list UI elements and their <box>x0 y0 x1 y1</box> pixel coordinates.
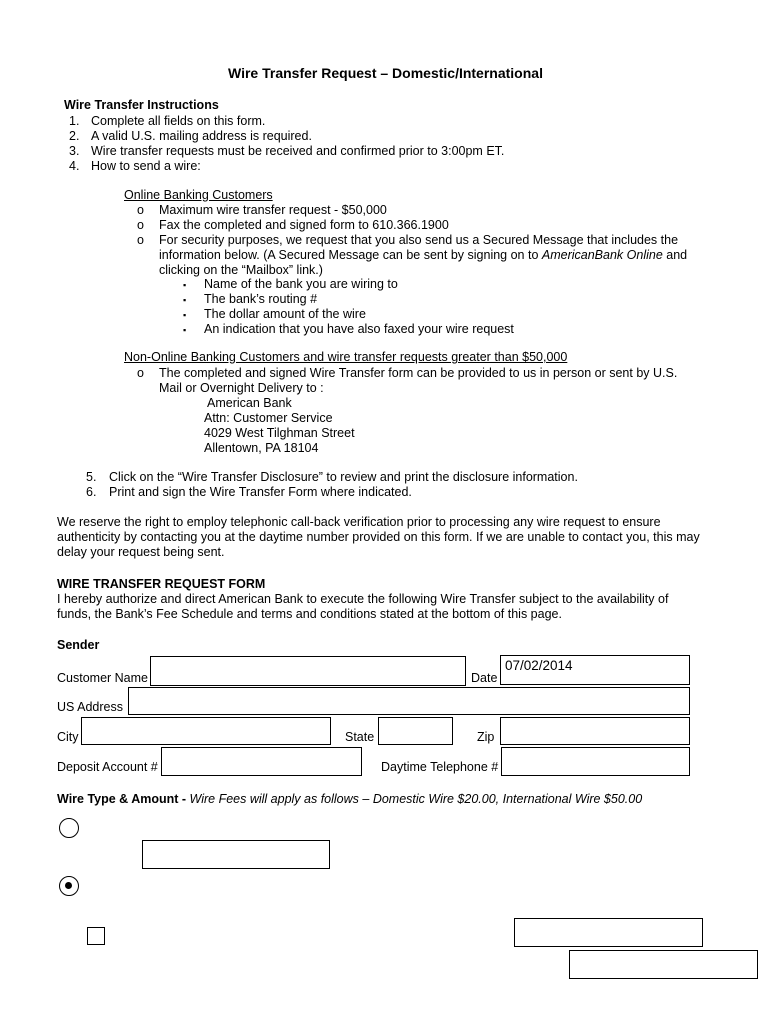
request-form-heading: WIRE TRANSFER REQUEST FORM <box>57 577 266 591</box>
us-address-input[interactable] <box>128 687 690 715</box>
bullet: o <box>137 366 144 380</box>
radio-selected-dot <box>65 882 72 889</box>
authorization-text: I hereby authorize and direct American Bank to execute the following Wire Transfer subject to the availability of <box>57 592 669 606</box>
instruction-text: Wire transfer requests must be received and confirmed prior to 3:00pm ET. <box>91 144 505 158</box>
city-label: City <box>57 730 79 744</box>
customer-name-label: Customer Name <box>57 671 148 685</box>
state-label: State <box>345 730 375 744</box>
address-line: 4029 West Tilghman Street <box>204 426 355 440</box>
page-title: Wire Transfer Request – Domestic/International <box>228 65 543 81</box>
wire-fees-note: Wire Fees will apply as follows – Domestic Wire $20.00, International Wire $50.00 <box>189 792 643 806</box>
sender-heading: Sender <box>57 638 100 652</box>
callback-text: delay your request being sent. <box>57 545 225 559</box>
online-item-security-cont: information below. (A Secured Message can be sent by signing on to AmericanBank Online and <box>159 248 688 262</box>
callback-text: authenticity by contacting you at the daytime number provided on this form. If we are unable to contact you, this may <box>57 530 700 544</box>
bullet: o <box>137 233 144 247</box>
city-input[interactable] <box>81 717 331 745</box>
wire-option-checkbox[interactable] <box>87 927 105 945</box>
domestic-wire-radio[interactable] <box>59 818 79 838</box>
international-detail-input[interactable] <box>569 950 758 979</box>
square-bullet: ▪ <box>183 310 187 320</box>
americanbank-online-text: AmericanBank Online <box>541 248 663 262</box>
sub-item: Name of the bank you are wiring to <box>204 277 398 291</box>
online-item-mailbox: clicking on the “Mailbox” link.) <box>159 263 323 277</box>
date-input[interactable]: 07/02/2014 <box>500 655 690 685</box>
square-bullet: ▪ <box>183 280 187 290</box>
offline-text: The completed and signed Wire Transfer form can be provided to us in person or sent by U.S. <box>159 366 678 380</box>
date-label: Date <box>471 671 498 685</box>
online-item-security: For security purposes, we request that you also send us a Secured Message that includes the <box>159 233 679 247</box>
instruction-number: 4. <box>69 159 80 173</box>
daytime-phone-input[interactable] <box>501 747 690 776</box>
international-amount-input[interactable] <box>514 918 703 947</box>
sub-item: The dollar amount of the wire <box>204 307 366 321</box>
instruction-number: 3. <box>69 144 80 158</box>
instruction-text: Complete all fields on this form. <box>91 114 266 128</box>
instruction-number: 5. <box>86 470 97 484</box>
address-line: American Bank <box>207 396 292 410</box>
online-item-fax: Fax the completed and signed form to 610.366.1900 <box>159 218 449 232</box>
bullet: o <box>137 218 144 232</box>
instruction-number: 6. <box>86 485 97 499</box>
state-input[interactable] <box>378 717 453 745</box>
instruction-number: 2. <box>69 129 80 143</box>
offline-text-cont: Mail or Overnight Delivery to : <box>159 381 324 395</box>
address-line: Attn: Customer Service <box>204 411 333 425</box>
zip-label: Zip <box>477 730 495 744</box>
wire-type-heading: Wire Type & Amount - <box>57 792 190 806</box>
instruction-text: A valid U.S. mailing address is required. <box>91 129 312 143</box>
address-line: Allentown, PA 18104 <box>204 441 319 455</box>
instructions-heading: Wire Transfer Instructions <box>64 98 219 112</box>
deposit-account-label: Deposit Account # <box>57 760 158 774</box>
square-bullet: ▪ <box>183 325 187 335</box>
domestic-amount-input[interactable] <box>142 840 330 869</box>
instruction-text: How to send a wire: <box>91 159 201 173</box>
international-wire-radio[interactable] <box>59 876 79 896</box>
wire-type-line <box>57 792 642 807</box>
daytime-phone-label: Daytime Telephone # <box>381 760 499 774</box>
callback-text: We reserve the right to employ telephonic call-back verification prior to processing any wire request to ensure <box>57 515 661 529</box>
non-online-heading: Non-Online Banking Customers and wire transfer requests greater than $50,000 <box>124 350 568 364</box>
sign-instruction: Print and sign the Wire Transfer Form where indicated. <box>109 485 412 499</box>
disclosure-instruction: Click on the “Wire Transfer Disclosure” to review and print the disclosure information. <box>109 470 578 484</box>
zip-input[interactable] <box>500 717 690 745</box>
sub-item: An indication that you have also faxed your wire request <box>204 322 514 336</box>
square-bullet: ▪ <box>183 295 187 305</box>
instruction-number: 1. <box>69 114 80 128</box>
us-address-label: US Address <box>57 700 124 714</box>
sub-item: The bank’s routing # <box>204 292 318 306</box>
customer-name-input[interactable] <box>150 656 466 686</box>
online-banking-heading: Online Banking Customers <box>124 188 273 202</box>
online-item-max: Maximum wire transfer request - $50,000 <box>159 203 387 217</box>
authorization-text: funds, the Bank’s Fee Schedule and terms and conditions stated at the bottom of this page. <box>57 607 562 621</box>
bullet: o <box>137 203 144 217</box>
deposit-account-input[interactable] <box>161 747 362 776</box>
